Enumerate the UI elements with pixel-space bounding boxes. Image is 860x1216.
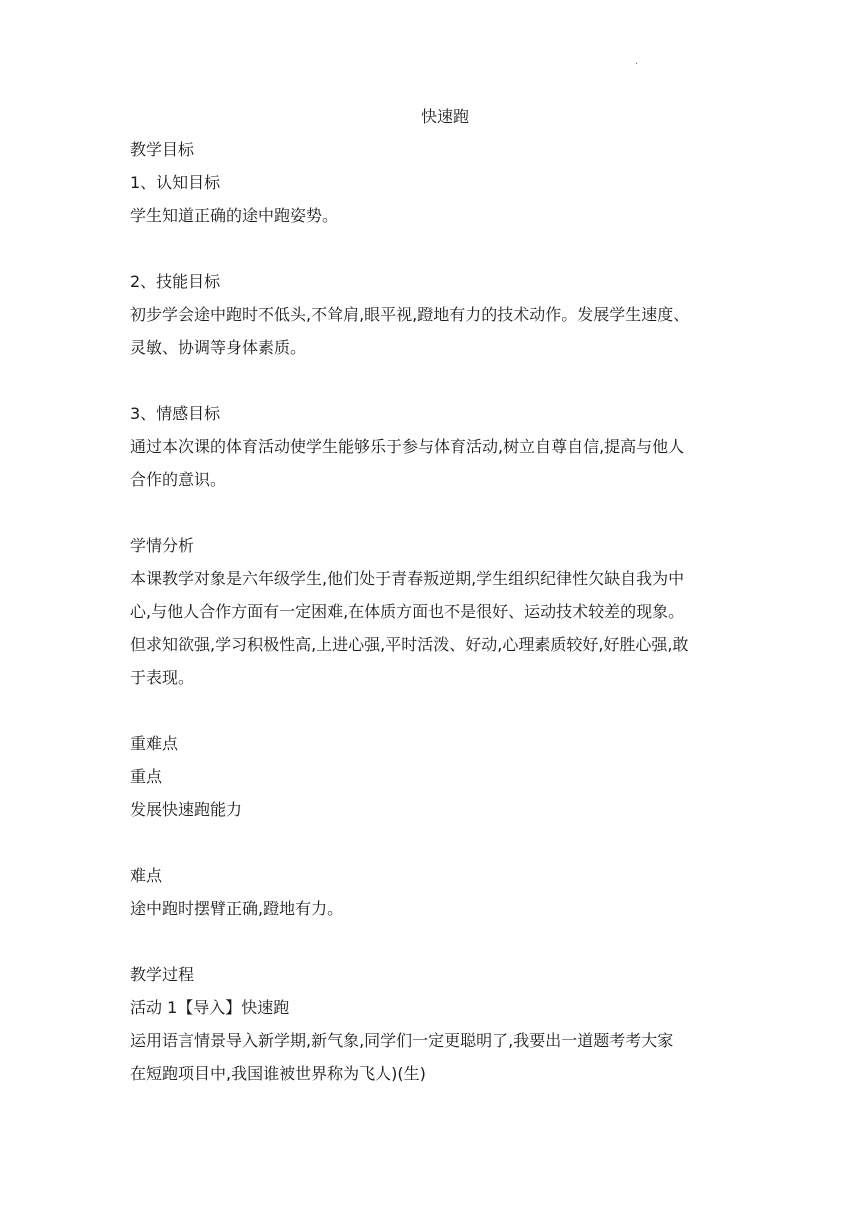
goal2-text-line: 初步学会途中跑时不低头,不耸肩,眼平视,蹬地有力的技术动作。发展学生速度、 (130, 305, 690, 324)
focus-text: 发展快速跑能力 (130, 800, 243, 819)
analysis-text-line: 本课教学对象是六年级学生,他们处于青春叛逆期,学生组织纪律性欠缺自我为中 (130, 569, 685, 588)
goal1-heading: 1、认知目标 (130, 173, 221, 192)
difficulty-text: 途中跑时摆臂正确,蹬地有力。 (130, 899, 344, 918)
goal2-text-line: 灵敏、协调等身体素质。 (130, 338, 307, 357)
goal3-text-line: 合作的意识。 (130, 470, 227, 489)
spacer (130, 364, 740, 397)
key-points-heading: 重难点 (130, 734, 179, 753)
difficulty-heading: 难点 (130, 866, 163, 885)
goal3-heading: 3、情感目标 (130, 404, 221, 423)
goal3-text-line: 通过本次课的体育活动使学生能够乐于参与体育活动,树立自尊自信,提高与他人 (130, 437, 685, 456)
activity1-text-line: 运用语言情景导入新学期,新气象,同学们一定更聪明了,我要出一道题考考大家 (130, 1031, 674, 1050)
page-mark: . (635, 56, 639, 67)
analysis-heading: 学情分析 (130, 536, 195, 555)
spacer (130, 496, 740, 529)
spacer (130, 925, 740, 958)
spacer (130, 232, 740, 265)
analysis-text-line: 于表现。 (130, 668, 195, 687)
analysis-text-line: 心,与他人合作方面有一定困难,在体质方面也不是很好、运动技术较差的现象。 (130, 602, 685, 621)
activity1-text-line: 在短跑项目中,我国谁被世界称为飞人)(生) (130, 1064, 426, 1083)
goals-heading: 教学目标 (130, 140, 195, 159)
process-heading: 教学过程 (130, 965, 195, 984)
focus-heading: 重点 (130, 767, 163, 786)
spacer (130, 694, 740, 727)
analysis-text-line: 但求知欲强,学习积极性高,上进心强,平时活泼、好动,心理素质较好,好胜心强,敢 (130, 635, 689, 654)
spacer (130, 826, 740, 859)
document-body (130, 100, 740, 1090)
activity1-heading: 活动 1【导入】快速跑 (130, 998, 290, 1017)
goal2-heading: 2、技能目标 (130, 272, 221, 291)
goal1-text: 学生知道正确的途中跑姿势。 (130, 206, 339, 225)
document-title: 快速跑 (420, 107, 469, 126)
